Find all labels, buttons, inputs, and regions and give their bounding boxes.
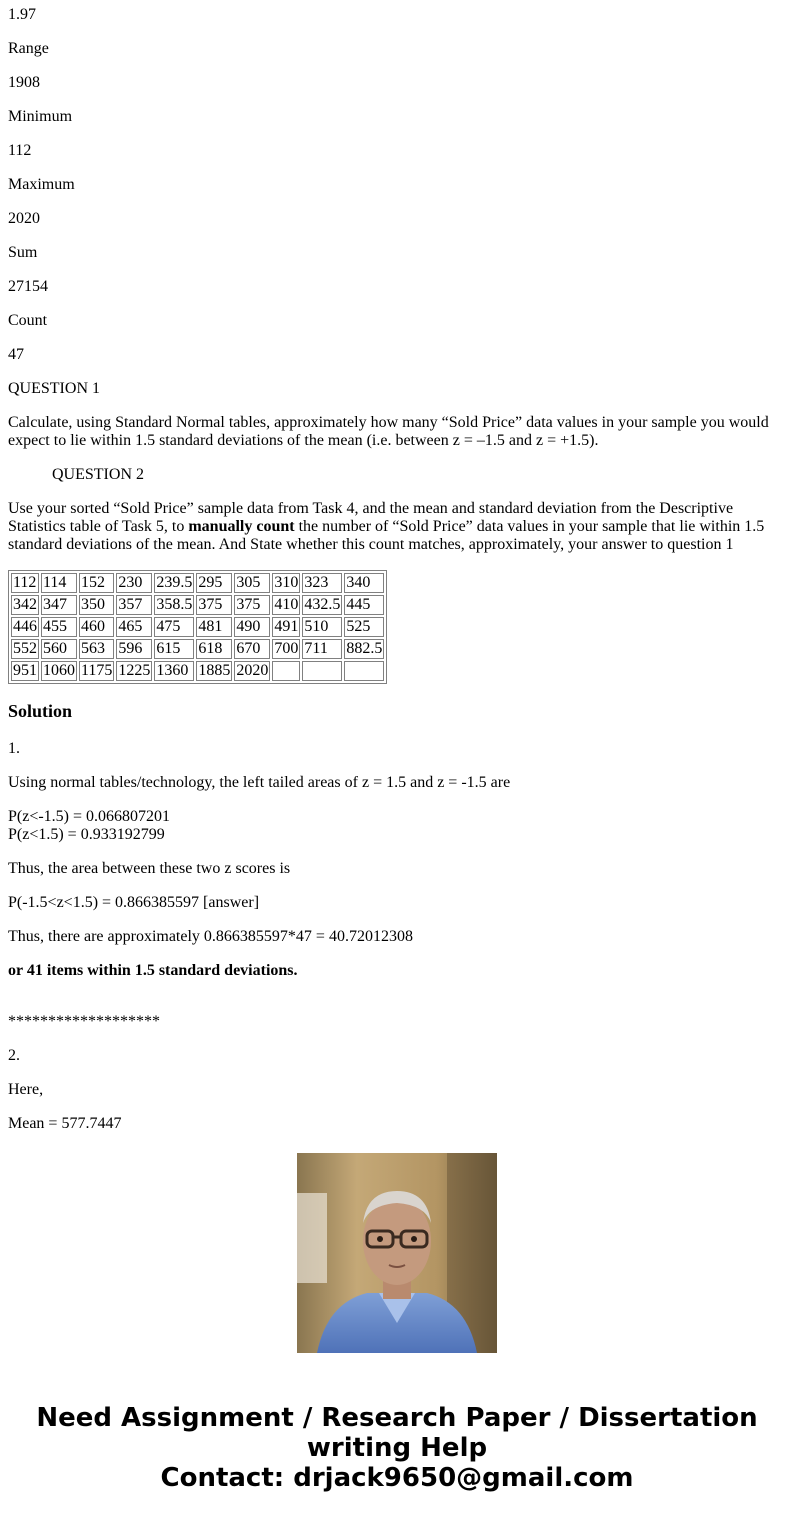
table-cell: 882.5 <box>346 640 383 657</box>
stat-value: 1.97 <box>8 6 36 23</box>
table-cell: 465 <box>116 617 152 637</box>
sold-price-table <box>8 570 387 684</box>
footer-line2: writing Help <box>306 1433 488 1463</box>
stat-label: Range <box>8 40 49 57</box>
table-cell: 525 <box>344 617 384 637</box>
here-text: Here, <box>8 1081 44 1098</box>
table-cell: 410 <box>274 596 299 613</box>
table-cell: 230 <box>116 573 152 593</box>
step1-label: 1. <box>8 740 20 757</box>
stat-value: 1908 <box>8 74 40 91</box>
solution-line2: Thus, the area between these two z scores is <box>8 860 291 877</box>
stat-value: 2020 <box>8 210 40 227</box>
table-cell: 295 <box>196 573 232 593</box>
table-cell: 310 <box>274 574 299 591</box>
step2-label: 2. <box>8 1047 20 1064</box>
table-cell: 1225 <box>118 662 151 679</box>
table-cell: 446 <box>13 618 37 635</box>
footer-contact[interactable]: Contact: drjack9650@gmail.com <box>160 1463 634 1493</box>
stat-label: Sum <box>8 244 38 261</box>
table-row <box>11 573 384 593</box>
table-cell: 596 <box>116 639 152 659</box>
question2-text-after: the number of “Sold Price” data values in your sample that lie within 1.5 standard deviations of the mean. And State whether this count matches, approximately, your answer to question 1 <box>8 518 765 553</box>
solution-heading: Solution <box>8 701 73 721</box>
table-cell: 481 <box>196 617 232 637</box>
table-cell: 375 <box>234 595 270 615</box>
table-cell: 445 <box>344 595 384 615</box>
table-cell: 358.5 <box>156 596 193 613</box>
table-row <box>11 639 384 659</box>
stat-value: 27154 <box>8 278 48 295</box>
table-cell: 510 <box>302 617 342 637</box>
stat-label: Count <box>8 312 48 329</box>
table-cell: 112 <box>11 573 39 593</box>
stat-value: 112 <box>8 142 32 159</box>
stat-label: Minimum <box>8 108 73 125</box>
table-cell: 460 <box>79 617 114 637</box>
question2-text <box>8 500 786 554</box>
p-between: P(-1.5<z<1.5) = 0.866385597 [answer] <box>8 894 260 911</box>
p-high: P(z<1.5) = 0.933192799 <box>8 826 165 843</box>
separator-stars: ******************* <box>8 1013 160 1030</box>
solution-line1: Using normal tables/technology, the left tailed areas of z = 1.5 and z = -1.5 are <box>8 774 511 791</box>
bold-conclusion: or 41 items within 1.5 standard deviations. <box>8 962 298 979</box>
table-cell: 552 <box>13 640 37 657</box>
solution-line3: Thus, there are approximately 0.866385597*47 = 40.72012308 <box>8 928 413 945</box>
table-row <box>11 661 384 681</box>
table-cell: 1175 <box>81 662 113 679</box>
table-cell: 350 <box>79 595 114 615</box>
table-cell: 560 <box>41 639 77 659</box>
document-content <box>8 0 786 1132</box>
table-cell <box>344 661 384 681</box>
footer-banner <box>0 1403 794 1493</box>
question2-text-before: Use your sorted “Sold Price” sample data from Task 4, and the mean and standard deviation from the Descriptive Statistics table of Task 5, to <box>8 500 734 535</box>
table-cell: 347 <box>41 595 77 615</box>
question2-title: QUESTION 2 <box>52 466 144 483</box>
table-cell: 1060 <box>43 662 75 679</box>
table-cell: 563 <box>79 639 114 659</box>
table-cell: 951 <box>13 662 37 679</box>
descriptive-stats <box>8 0 786 364</box>
table-cell: 340 <box>344 573 384 593</box>
table-cell: 475 <box>154 617 194 637</box>
table-cell: 305 <box>234 573 270 593</box>
table-cell: 1360 <box>154 661 194 681</box>
table-cell: 491 <box>274 618 299 635</box>
table-cell: 432.5 <box>304 596 341 613</box>
table-cell: 114 <box>41 573 77 593</box>
table-cell: 239.5 <box>156 574 193 591</box>
table-cell: 455 <box>41 617 77 637</box>
table-cell: 615 <box>154 639 194 659</box>
question1-text: Calculate, using Standard Normal tables, approximately how many “Sold Price” data values in your sample you would expect to lie within 1.5 standard deviations of the mean (i.e. between z = –1.5 and z = +1.5). <box>8 414 769 449</box>
question2-text-bold: manually count <box>188 518 295 535</box>
author-photo <box>297 1153 497 1353</box>
stat-label: Maximum <box>8 176 75 193</box>
table-cell <box>302 661 342 681</box>
table-row <box>11 595 384 615</box>
table-cell: 357 <box>116 595 152 615</box>
table-cell: 490 <box>234 617 270 637</box>
table-cell: 342 <box>13 596 37 613</box>
footer-line1: Need Assignment / Research Paper / Dissertation <box>36 1403 758 1433</box>
table-cell <box>272 661 300 681</box>
table-cell: 711 <box>302 639 342 659</box>
stat-value: 47 <box>8 346 24 363</box>
table-cell: 1885 <box>198 662 231 679</box>
question1-title: QUESTION 1 <box>8 380 100 397</box>
table-cell: 375 <box>196 595 232 615</box>
table-cell: 323 <box>302 573 342 593</box>
table-cell: 670 <box>234 639 270 659</box>
table-cell: 2020 <box>236 662 269 679</box>
solution-bold-line <box>8 962 786 980</box>
table-cell: 700 <box>274 640 299 657</box>
table-cell: 618 <box>196 639 232 659</box>
table-row <box>11 617 384 637</box>
cut-off-line: Mean = 577.7447 <box>8 1115 122 1132</box>
p-low: P(z<-1.5) = 0.066807201 <box>8 808 171 825</box>
author-portrait-icon <box>297 1153 497 1353</box>
table-cell: 152 <box>79 573 114 593</box>
